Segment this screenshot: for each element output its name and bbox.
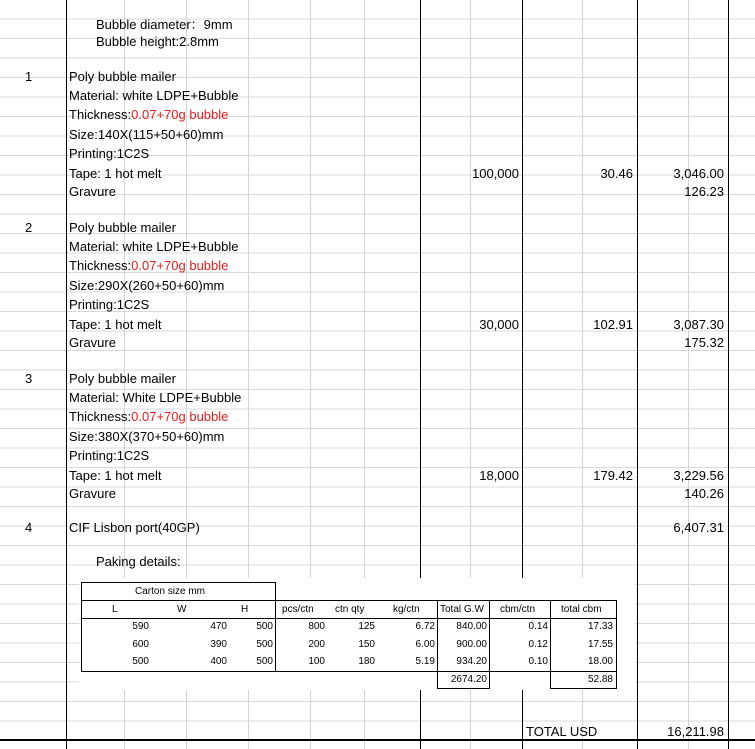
col-header: ctn qty [335,604,365,615]
packing-total-gw: 2674.20 [450,674,487,685]
item-name: Poly bubble mailer [69,371,176,386]
cell-cbm: 0.10 [528,656,548,667]
thickness-label: Thickness: [69,258,132,273]
column-border [728,0,729,749]
cell-pcs: 100 [308,656,325,667]
cell-ctn-qty: 125 [358,621,375,632]
item-thickness [69,407,228,426]
item-number: 1 [25,69,33,84]
cell-l: 500 [132,656,149,667]
item-gravure-amount: 140.26 [684,486,724,501]
item-thickness [69,256,228,275]
item-printing: Printing:1C2S [69,297,150,312]
cell-kg: 6.72 [415,621,435,632]
shipping-number: 4 [25,520,33,535]
table-line [550,688,617,689]
item-gravure: Gravure [69,335,116,350]
item-material: Material: White LDPE+Bubble [69,390,242,405]
cell-total-gw: 900.00 [456,639,487,650]
table-line [437,600,438,689]
cell-cbm: 0.12 [528,639,548,650]
shipping-amount: 6,407.31 [673,520,724,535]
item-material: Material: white LDPE+Bubble [69,88,239,103]
thickness-value: 0.07+70g bubble [131,258,229,273]
table-line [489,600,490,689]
cell-kg: 5.19 [415,656,435,667]
thickness-value: 0.07+70g bubble [131,409,229,424]
col-header: W [177,604,187,615]
cell-pcs: 800 [308,621,325,632]
table-line [81,582,82,672]
carton-size-header: Carton size mm [135,586,206,597]
cell-total-gw: 934.20 [456,656,487,667]
item-gravure: Gravure [69,486,116,501]
bubble-height: Bubble height:2.8mm [96,34,219,49]
item-gravure-amount: 126.23 [684,184,724,199]
item-name: Poly bubble mailer [69,69,176,84]
cell-l: 590 [132,621,149,632]
column-border [66,0,67,749]
cell-total-cbm: 18.00 [587,656,613,667]
col-header: H [241,604,249,615]
item-tape: Tape: 1 hot melt [69,468,162,483]
item-printing: Printing:1C2S [69,448,150,463]
column-border [637,0,638,749]
cell-w: 400 [210,656,227,667]
cell-ctn-qty: 180 [358,656,375,667]
item-tape: Tape: 1 hot melt [69,317,162,332]
cell-kg: 6.00 [415,639,435,650]
col-header: total cbm [561,604,602,615]
item-unit-price: 179.42 [593,468,633,483]
item-unit-price: 102.91 [593,317,633,332]
col-header: kg/ctn [393,604,420,615]
item-qty: 30,000 [479,317,519,332]
cell-total-cbm: 17.55 [587,639,613,650]
item-size: Size:290X(260+50+60)mm [69,278,225,293]
item-size: Size:380X(370+50+60)mm [69,429,225,444]
table-line [616,600,617,689]
cell-w: 470 [210,621,227,632]
item-number: 2 [25,220,33,235]
packing-total-cbm: 52.88 [587,674,613,685]
table-line [275,582,276,672]
table-line [550,600,551,689]
cell-ctn-qty: 150 [358,639,375,650]
packing-table [79,578,635,690]
cell-total-gw: 840.00 [456,621,487,632]
item-material: Material: white LDPE+Bubble [69,239,239,254]
item-tape: Tape: 1 hot melt [69,166,162,181]
thickness-label: Thickness: [69,409,132,424]
item-size: Size:140X(115+50+60)mm [69,127,224,142]
item-amount: 3,229.56 [673,468,724,483]
cell-h: 500 [256,656,273,667]
cell-w: 390 [210,639,227,650]
thickness-value: 0.07+70g bubble [131,107,229,122]
table-line [81,671,617,672]
item-gravure: Gravure [69,184,116,199]
packing-title: Paking details: [96,554,181,569]
total-label: TOTAL USD [526,724,598,739]
item-amount: 3,046.00 [673,166,724,181]
cell-h: 500 [256,621,273,632]
gridline [688,0,689,749]
cell-total-cbm: 17.33 [587,621,613,632]
item-amount: 3,087.30 [673,317,724,332]
item-thickness [69,105,228,124]
item-unit-price: 30.46 [600,166,633,181]
col-header: L [112,604,118,615]
cell-l: 600 [132,639,149,650]
cell-h: 500 [256,639,273,650]
col-header: pcs/ctn [282,604,314,615]
item-number: 3 [25,371,33,386]
bubble-diameter: Bubble diameter：9mm [96,17,233,32]
shipping-label: CIF Lisbon port(40GP) [69,520,200,535]
item-qty: 100,000 [472,166,519,181]
item-printing: Printing:1C2S [69,146,150,161]
cell-cbm: 0.14 [528,621,548,632]
col-header: Total G.W [440,604,484,615]
item-name: Poly bubble mailer [69,220,176,235]
col-header: cbm/ctn [500,604,536,615]
item-gravure-amount: 175.32 [684,335,724,350]
table-line [437,688,490,689]
cell-pcs: 200 [308,639,325,650]
total-value: 16,211.98 [667,724,724,739]
item-qty: 18,000 [479,468,519,483]
thickness-label: Thickness: [69,107,132,122]
